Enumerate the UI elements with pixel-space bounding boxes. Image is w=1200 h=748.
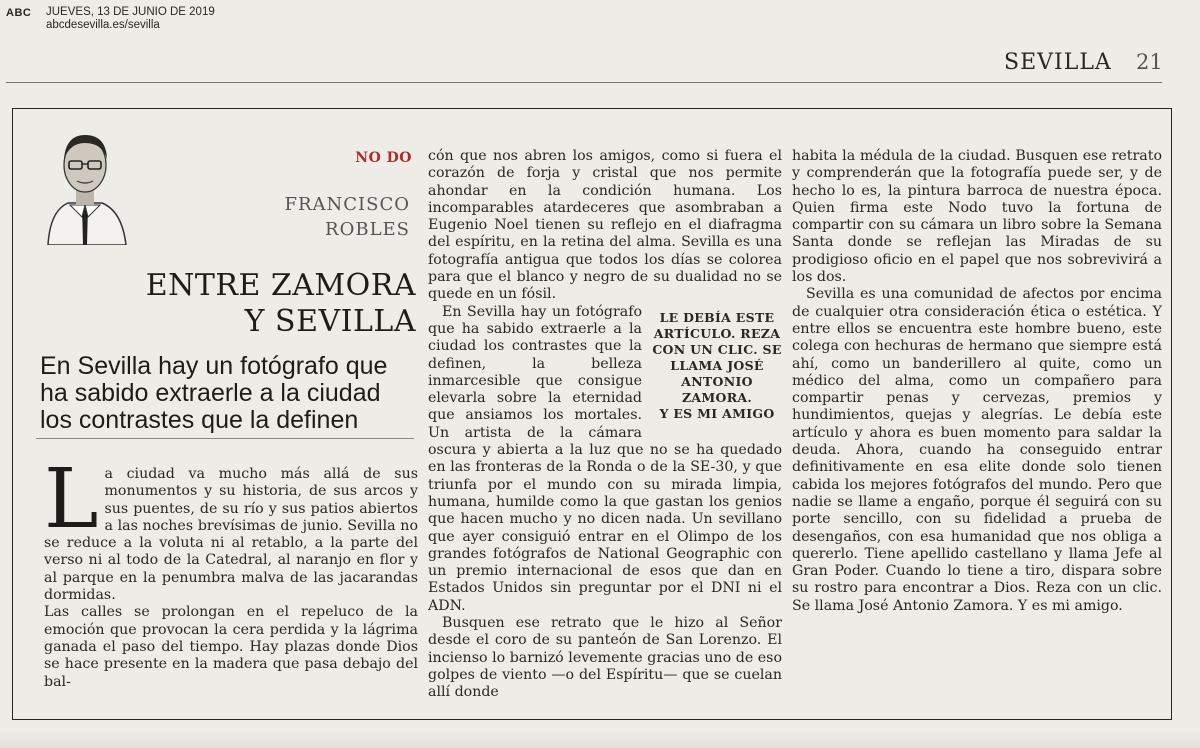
body-paragraph: En Sevilla hay un fotógrafo que ha sabido extraerle a la ciudad los contrastes que la definen, la belleza inmarcesible que consigue elevarla sobre la eternidad que ansiamos los mortales. Un artista de la cámara oscura y abierta a la luz que no se ha quedado en las fronteras de la Ronda o de la SE-30, y que triunfa por el mundo con su mirada limpia, humana, humilde como la que gastan los genios que hacen mucho y no dicen nada. Un sevillano que ayer consiguió entrar en el Olimpo de los grandes fotógrafos de National Geographic con un premio internacional de esos que dan en Estados Unidos sin preguntar por el DNI ni el ADN.: [428, 303, 782, 614]
pull-quote-line: ANTONIO ZAMORA.: [681, 373, 753, 405]
drop-cap: L: [44, 452, 99, 547]
headline-line-1: ENTRE ZAMORA: [145, 268, 416, 303]
column-kicker: NO DO: [355, 150, 412, 166]
header-rule: [6, 82, 1162, 83]
paragraph-text: a ciudad va mucho más allá de sus monumentos y su historia, de sus arcos y sus puentes, de su río y sus patios abiertos a las noches brevísimas de junio. Sevilla no se reduce a la voluta ni al retablo, a la parte del verso ni al todo de la Catedral, al naranjo en flor y al parque en la penumbra malva de las jacarandas dormidas.: [44, 466, 418, 604]
section-name: SEVILLA: [1004, 50, 1112, 75]
author-name: [230, 192, 410, 242]
author-portrait: [40, 121, 130, 245]
body-paragraph: [44, 452, 418, 604]
article-subheadline: En Sevilla hay un fotógrafo que ha sabido extraerle a la ciudad los contrastes que la definen: [40, 352, 388, 434]
page-number: 21: [1136, 50, 1163, 74]
pull-quote-line: CON UN CLIC. SE: [652, 341, 782, 357]
body-column-2: [428, 148, 782, 702]
site-url: abcdesevilla.es/sevilla: [46, 19, 160, 31]
pull-quote: [652, 310, 782, 422]
pull-quote-line: LE DEBÍA ESTE: [659, 309, 775, 325]
page-bottom-edge: [0, 730, 1200, 748]
issue-date-block: [46, 6, 215, 32]
newspaper-brand: ABC: [6, 7, 32, 19]
headline-line-2: Y SEVILLA: [244, 304, 416, 339]
body-column-1: [44, 452, 418, 691]
pull-quote-line: ARTÍCULO. REZA: [653, 325, 781, 341]
issue-date: JUEVES, 13 DE JUNIO DE 2019: [46, 6, 215, 18]
article-headline: [36, 268, 416, 340]
body-paragraph: Las calles se prolongan en el repeluco de la emoción que provocan la cera perdida y la lágrima ganada el paso del tiempo. Hay plazas donde Dios se hace presente en la madera que pasa debajo del bal-: [44, 604, 418, 690]
body-paragraph: cón que nos abren los amigos, como si fuera el corazón de forja y cristal que nos permite ahondar en la condición humana. Los incomparables atardeceres que asombraban a Eugenio Noel tienen su reflejo en el diafragma del espíritu, en la retina del alma. Sevilla es una fotografía antigua que todos los días se colorea para que el blanco y negro de su dualidad no se quede en un fósil.: [428, 148, 782, 303]
body-paragraph: habita la médula de la ciudad. Busquen ese retrato y comprenderán que la fotografía puede ser, y de hecho lo es, la pintura barroca de nuestra época. Quien firma este Nodo tuvo la fortuna de compartir con su cámara un libro sobre la Semana Santa donde se reflejan las Miradas de su prodigioso oficio en el papel que nos sobrevivirá a los dos.: [792, 148, 1162, 286]
pull-quote-line: Y ES MI AMIGO: [659, 405, 775, 421]
author-first-name: FRANCISCO: [284, 194, 410, 215]
body-paragraph: Busquen ese retrato que le hizo al Señor desde el coro de su panteón de San Lorenzo. El incienso lo barnizó levemente gracias uno de eso golpes de viento —o del Espíritu— que se cuelan allí donde: [428, 615, 782, 701]
body-paragraph: Sevilla es una comunidad de afectos por encima de cualquier otra consideración ética o estética. Y entre ellos se encuentra este hombre bueno, este colega con hechuras de hermano que siempre está ahí, como un banderillero al quite, como un médico del alma, como un compañero para compartir penas y cervezas, premios y hundimientos, quejas y alegrías. Le debía este artículo y ahora es buen momento para saldar la deuda. Ahora, cuando ha conseguido entrar definitivamente en esa elite donde solo tienen cabida los mejores fotógrafos del mundo. Pero que nadie se llame a engaño, porque él seguirá con su porte sencillo, con su fidelidad a prueba de desengaños, con esa humanidad que nos obliga a quererlo. Tiene apellido castellano y llama Jefe al Gran Poder. Cuando lo tiene a tiro, dispara sobre su rostro para encontrar a Dios. Reza con un clic. Se llama José Antonio Zamora. Y es mi amigo.: [792, 286, 1162, 614]
body-column-3: [792, 148, 1162, 615]
pull-quote-line: LLAMA JOSÉ: [670, 357, 764, 373]
author-last-name: ROBLES: [325, 219, 410, 240]
subhead-rule: [36, 438, 414, 439]
